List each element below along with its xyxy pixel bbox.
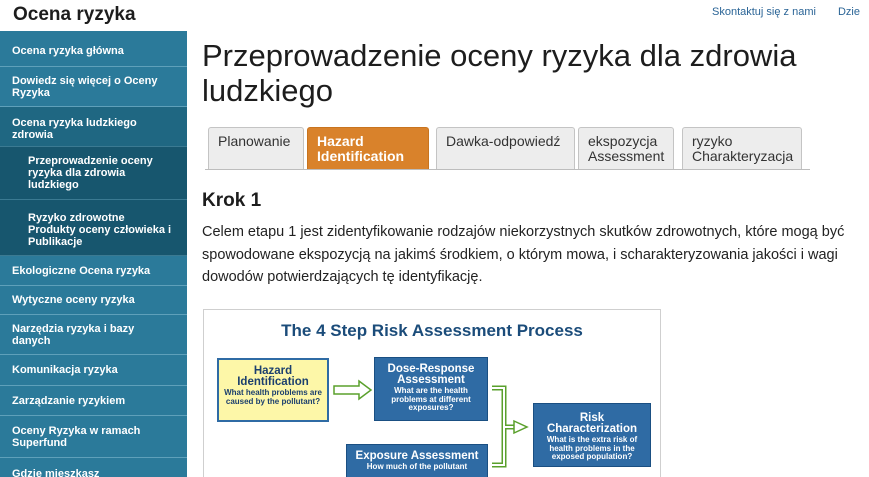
section-heading: Krok 1 [202, 190, 262, 211]
step-tabs [205, 127, 810, 170]
arrow-head-to-risk [514, 421, 527, 433]
sidebar-item-guidelines[interactable]: Wytyczne oceny ryzyka [0, 286, 187, 315]
sidebar-nav [0, 31, 187, 477]
top-links [712, 6, 869, 18]
tab-label: Dawka-odpowiedź [446, 133, 561, 149]
thanks-link[interactable]: Dzie [837, 6, 860, 18]
diagram-title: The 4 Step Risk Assessment Process [281, 321, 583, 340]
tab-label: ekspozycja Assessment [588, 133, 665, 164]
box-risk-characterization [533, 403, 651, 467]
sidebar-item-ecological[interactable]: Ekologiczne Ocena ryzyka [0, 256, 187, 286]
tab-dose-response[interactable] [436, 127, 575, 169]
box-heading: Hazard Identification [237, 365, 309, 388]
box-heading: Risk Characterization [546, 412, 638, 435]
tab-label: Planowanie [218, 133, 291, 149]
sidebar-item-risk-home[interactable]: Ocena ryzyka główna [0, 31, 187, 67]
box-heading: Dose-Response Assessment [387, 363, 475, 386]
site-title[interactable]: Ocena ryzyka [13, 4, 136, 25]
box-hazard-identification [217, 358, 329, 422]
tab-label: ryzyko Charakteryzacja [692, 133, 794, 164]
tab-risk-characterization[interactable] [682, 127, 802, 169]
sidebar-item-tools-databases[interactable]: Narzędzia ryzyka i bazy danych [0, 315, 187, 355]
page-title: Przeprowadzenie oceny ryzyka dla zdrowia ludzkiego [202, 38, 797, 108]
sidebar-item-human-health[interactable]: Ocena ryzyka ludzkiego zdrowia [0, 107, 187, 147]
box-heading: Exposure Assessment [355, 450, 479, 462]
sidebar-item-products-publications[interactable]: Ryzyko zdrowotne Produkty oceny człowieka i Publikacje [0, 200, 187, 256]
arrow-bracket-inner [492, 388, 514, 465]
sidebar-item-conducting-assessment[interactable]: Przeprowadzenie oceny ryzyka dla zdrowia ludzkiego [0, 147, 187, 200]
sidebar-item-learn-more[interactable]: Dowiedz się więcej o Oceny Ryzyka [0, 67, 187, 107]
sidebar-item-where-you-live[interactable]: Gdzie mieszkasz [0, 458, 187, 477]
arrow-hazard-to-dose [334, 381, 371, 399]
tab-hazard-identification[interactable] [307, 127, 429, 169]
sidebar-item-communication[interactable]: Komunikacja ryzyka [0, 355, 187, 386]
box-question: What are the health problems at different exposures? [391, 386, 471, 412]
intro-paragraph: Celem etapu 1 jest zidentyfikowanie rodzajów niekorzystnych skutków zdrowotnych, które mogą być spowodowane ekspozycją na jakimś środkiem, o którym mowa, i scharakteryzowania jakości i wagi dowodów potwierdzających tę identyfikację. [202, 224, 845, 285]
box-question: What is the extra risk of health problems in the exposed population? [546, 435, 638, 461]
tab-exposure-assessment[interactable] [578, 127, 674, 169]
box-dose-response [374, 357, 488, 421]
sidebar-item-management[interactable]: Zarządzanie ryzykiem [0, 386, 187, 416]
contact-link[interactable]: Skontaktuj się z nami [712, 6, 816, 18]
box-question: What health problems are caused by the pollutant? [224, 388, 322, 406]
sidebar-item-superfund[interactable]: Oceny Ryzyka w ramach Superfund [0, 416, 187, 458]
tab-planning[interactable] [208, 127, 304, 169]
tab-label: Hazard Identification [317, 133, 405, 164]
box-question: How much of the pollutant [366, 462, 468, 471]
risk-assessment-diagram [203, 309, 661, 477]
box-exposure-assessment [346, 444, 488, 477]
